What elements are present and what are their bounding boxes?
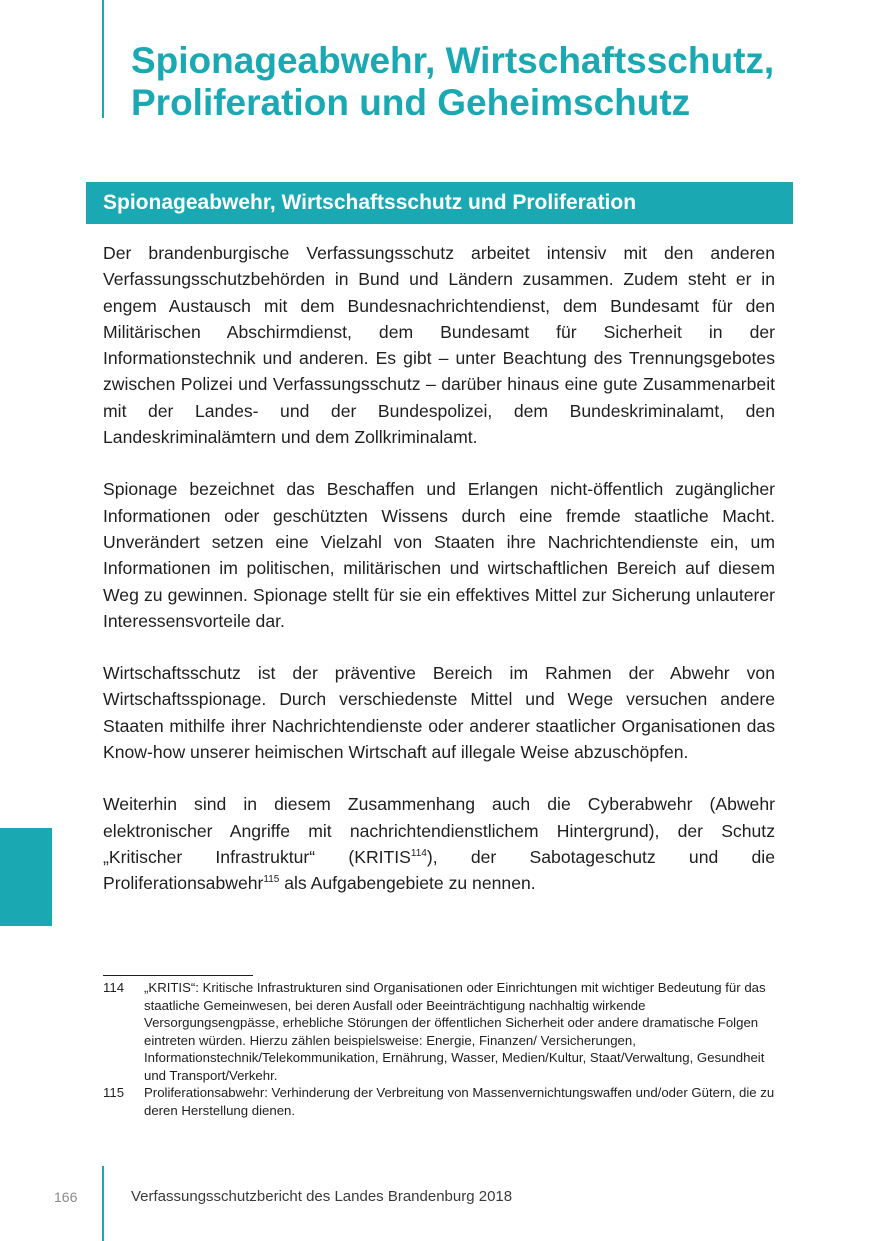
footnote-114	[103, 979, 775, 1084]
chapter-title	[131, 40, 831, 124]
section-heading-bar	[86, 182, 793, 224]
footnote-divider	[103, 975, 253, 976]
chapter-title-line-2: Proliferation und Geheimschutz	[131, 82, 691, 123]
chapter-title-line-1: Spionageabwehr, Wirtschaftsschutz,	[131, 40, 775, 81]
paragraph-4-text-2: ), der Sabotageschutz und die Proliferationsabwehr	[103, 846, 775, 894]
section-title: Spionageabwehr, Wirtschaftsschutz und Proliferation	[103, 191, 637, 214]
footnote-number: 115	[103, 1085, 125, 1100]
footer-publication-title: Verfassungsschutzbericht des Landes Brandenburg 2018	[131, 1188, 513, 1205]
footnote-text: Proliferationsabwehr: Verhinderung der Verbreitung von Massenvernichtungswaffen und/oder Gütern, die zu deren Herstellung dienen.	[144, 1085, 775, 1118]
paragraph-1: Der brandenburgische Verfassungsschutz arbeitet intensiv mit den anderen Verfassungsschutzbehörden in Bund und Ländern zusammen. Zudem steht er in engem Austausch mit dem Bundesnachrichtendienst, dem Bundesamt für den Militärischen Abschirmdienst, dem Bundesamt für Sicherheit in der Informationstechnik und anderen. Es gibt – unter Beachtung des Trennungsgebotes zwischen Polizei und Verfassungsschutz – darüber hinaus eine gute Zusammenarbeit mit der Landes- und der Bundespolizei, dem Bundeskriminalamt, den Landeskriminalämtern und dem Zollkriminalamt.	[103, 243, 775, 448]
footnote-ref-115[interactable]: 115	[263, 874, 280, 886]
footnote-115	[103, 1084, 775, 1119]
body-text	[103, 240, 775, 923]
footnotes	[103, 979, 775, 1119]
footnote-ref-114[interactable]: 114	[410, 848, 427, 860]
page-number: 166	[54, 1189, 78, 1205]
footer-accent-rule	[102, 1166, 104, 1241]
chapter-side-tab	[0, 828, 52, 926]
paragraph-4-text-1: Weiterhin sind in diesem Zusammenhang auch die Cyberabwehr (Abwehr elektronischer Angriffe mit nachrichtendienstlichem Hintergrund), der Schutz „Kritischer Infrastruktur“ (KRITIS	[103, 794, 775, 867]
footnote-number: 114	[103, 980, 125, 995]
paragraph-2: Spionage bezeichnet das Beschaffen und Erlangen nicht-öffentlich zugänglicher Informationen oder geschützten Wissens durch eine fremde staatliche Macht. Unverändert setzen eine Vielzahl von Staaten ihre Nachrichtendienste ein, um Informationen im politischen, militärischen und wirtschaftlichen Bereich auf diesem Weg zu gewinnen. Spionage stellt für sie ein effektives Mittel zur Sicherung unlauterer Interessensvorteile dar.	[103, 479, 775, 631]
paragraph-4-text-3: als Aufgabengebiete zu nennen.	[279, 873, 536, 894]
footnote-text: „KRITIS“: Kritische Infrastrukturen sind Organisationen oder Einrichtungen mit wichtiger Bedeutung für das staatliche Gemeinwesen, bei deren Ausfall oder Beeinträchtigung nachhaltig wirkende Versorgungsengpässe, erhebliche Störungen der öffentlichen Sicherheit oder andere dramatische Folgen eintreten würden. Hierzu zählen beispielsweise: Energie, Finanzen/ Versicherungen, Informationstechnik/Telekommunikation, Ernährung, Wasser, Medien/Kultur, Staat/Verwaltung, Gesundheit und Transport/Verkehr.	[144, 980, 766, 1083]
paragraph-3: Wirtschaftsschutz ist der präventive Bereich im Rahmen der Abwehr von Wirtschaftsspionage. Durch verschiedenste Mittel und Wege versuchen andere Staaten mithilfe ihrer Nachrichtendienste oder anderer staatlicher Organisationen das Know-how unserer heimischen Wirtschaft auf illegale Weise abzuschöpfen.	[103, 663, 775, 763]
header-accent-rule	[102, 0, 104, 118]
paragraph-4	[103, 791, 775, 896]
